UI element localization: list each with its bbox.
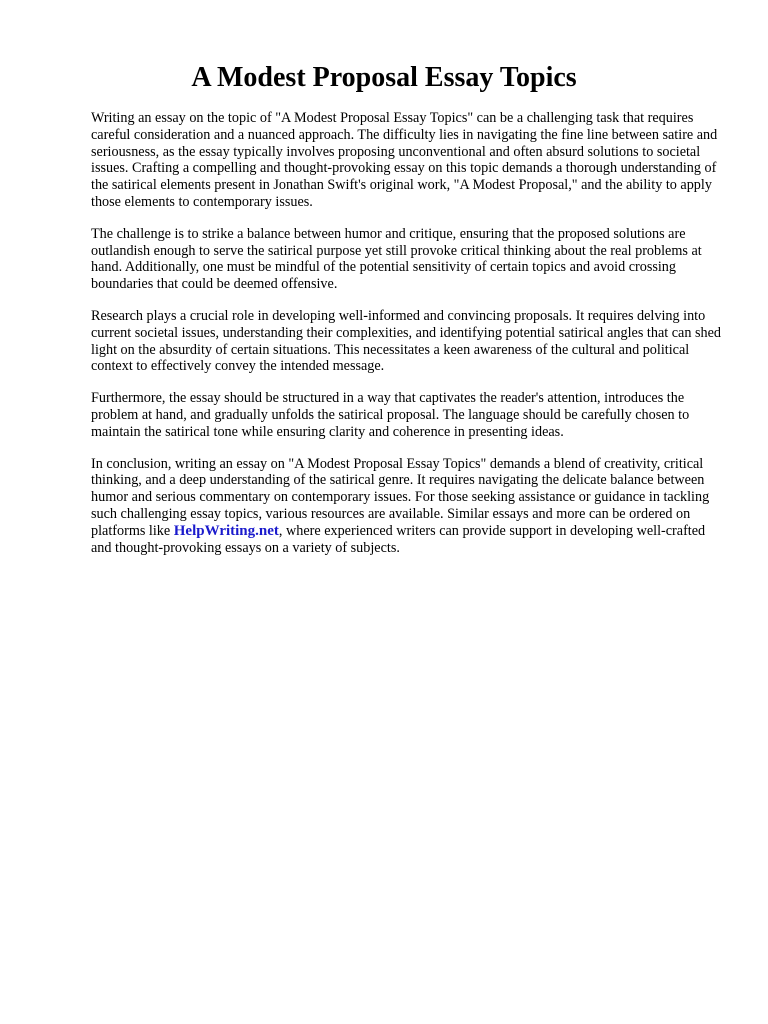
paragraph-research: Research plays a crucial role in developing well-informed and convincing proposals. It requires delving into current societal issues, understanding their complexities, and identifying potential satirical angles that can shed light on the absurdity of certain situations. This necessitates a keen awareness of the cultural and political context to effectively convey the intended message. [91, 307, 721, 375]
document-body [91, 110, 723, 571]
paragraph-conclusion [91, 456, 723, 557]
paragraph-structure: Furthermore, the essay should be structured in a way that captivates the reader's attention, introduces the problem at hand, and gradually unfolds the satirical proposal. The language should be carefully chosen to maintain the satirical tone while ensuring clarity and coherence in presenting ideas. [91, 390, 690, 440]
paragraph-intro: Writing an essay on the topic of "A Modest Proposal Essay Topics" can be a challenging task that requires careful consideration and a nuanced approach. The difficulty lies in navigating the fine line between satire and seriousness, as the essay typically involves proposing unconventional and often absurd solutions to societal issues. Crafting a compelling and thought-provoking essay on this topic demands a thorough understanding of the satirical elements present in Jonathan Swift's original work, "A Modest Proposal," and the ability to apply those elements to contemporary issues. [91, 110, 718, 210]
page-title: A Modest Proposal Essay Topics [191, 62, 577, 93]
helpwriting-link[interactable]: HelpWriting.net [173, 522, 279, 539]
conclusion-text-after-link: , where experienced writers can provide support in developing well-crafted and thought-provoking essays on a variety of subjects. [91, 522, 706, 556]
paragraph-challenge: The challenge is to strike a balance between humor and critique, ensuring that the proposed solutions are outlandish enough to serve the satirical purpose yet still provoke critical thinking about the real problems at hand. Additionally, one must be mindful of the potential sensitivity of certain topics and avoid crossing boundaries that could be deemed offensive. [91, 225, 702, 293]
conclusion-text-before-link: In conclusion, writing an essay on "A Modest Proposal Essay Topics" demands a blend of creativity, critical thinking, and a deep understanding of the satirical genre. It requires navigating the delicate balance between humor and serious commentary on contemporary issues. For those seeking assistance or guidance in tackling such challenging essay topics, various resources are available. Similar essays and more can be ordered on platforms like [91, 455, 710, 539]
